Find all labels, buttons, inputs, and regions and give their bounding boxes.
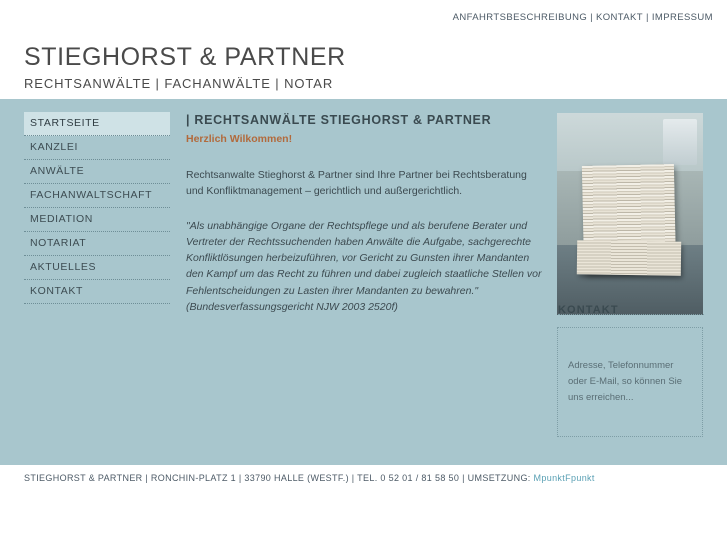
document-stack-photo (557, 113, 703, 315)
sidebar-item-mediation[interactable]: MEDIATION (24, 208, 170, 232)
brand-subtitle: RECHTSANWÄLTE | FACHANWÄLTE | NOTAR (24, 75, 334, 91)
welcome-text: Herzlich Wilkommen! (186, 133, 293, 145)
nav-impressum[interactable]: IMPRESSUM (651, 12, 713, 23)
main-content (186, 113, 546, 315)
quote-paragraph: "Als unabhängige Organe der Rechtspflege und als berufene Berater und Vertreter der Rechtssuchenden haben Anwälte die Aufgabe, sachgerechte Konfliktlösungen herbeizuführen, vor Gericht zu Gunsten ihrer Mandanten den Kampf um das Recht zu führen und dabei zugleich staatliche Stellen vor Fehlentscheidungen zu Lasten ihrer Mandanten zu bewahren." (Bundesverfassungsgericht NJW 2003 2520f) (186, 219, 542, 313)
footer-credit-link[interactable]: MpunktFpunkt (533, 473, 595, 483)
content-band (0, 99, 727, 465)
page-bottom-filler (0, 495, 727, 545)
utility-nav (453, 12, 713, 23)
sidebar-item-kanzlei[interactable]: KANZLEI (24, 136, 170, 160)
footer-address: STIEGHORST & PARTNER | RONCHIN-PLATZ 1 | 33790 HALLE (WESTF.) | TEL. 0 52 01 / 81 58 50 | UMSETZUNG: (24, 473, 534, 483)
nav-separator-2: | (645, 12, 649, 23)
contact-text: Adresse, Telefonnummer oder E-Mail, so können Sie uns erreichen... (568, 360, 683, 404)
photo-paper-stack-lower (577, 240, 681, 275)
nav-anfahrtsbeschreibung[interactable]: ANFAHRTSBESCHREIBUNG (452, 12, 588, 23)
sidebar-item-startseite[interactable]: STARTSEITE (24, 112, 170, 136)
masthead (24, 44, 624, 91)
page-title: | RECHTSANWÄLTE STIEGHORST & PARTNER (186, 113, 492, 127)
photo-lamp-shape (663, 119, 697, 165)
contact-divider (558, 314, 704, 315)
contact-box (557, 304, 703, 437)
nav-separator-1: | (590, 12, 594, 23)
intro-paragraph: Rechtsanwalte Stieghorst & Partner sind Ihre Partner bei Rechtsberatung und Konfliktmanagement – gerichtlich und außergerichtlich. (186, 169, 527, 198)
sidebar-item-aktuelles[interactable]: AKTUELLES (24, 256, 170, 280)
sidebar-item-fachanwaltschaft[interactable]: FACHANWALTSCHAFT (24, 184, 170, 208)
sidebar-item-notariat[interactable]: NOTARIAT (24, 232, 170, 256)
brand-title: STIEGHORST & PARTNER (24, 43, 346, 71)
right-rail (557, 113, 703, 437)
sidebar-item-kontakt[interactable]: KONTAKT (24, 280, 170, 304)
nav-kontakt-top[interactable]: KONTAKT (596, 12, 643, 23)
sidebar-nav (24, 112, 170, 304)
footer-text-row (24, 473, 713, 483)
sidebar-item-anwaelte[interactable]: ANWÄLTE (24, 160, 170, 184)
footer (0, 465, 727, 495)
contact-heading: KONTAKT (558, 304, 619, 316)
